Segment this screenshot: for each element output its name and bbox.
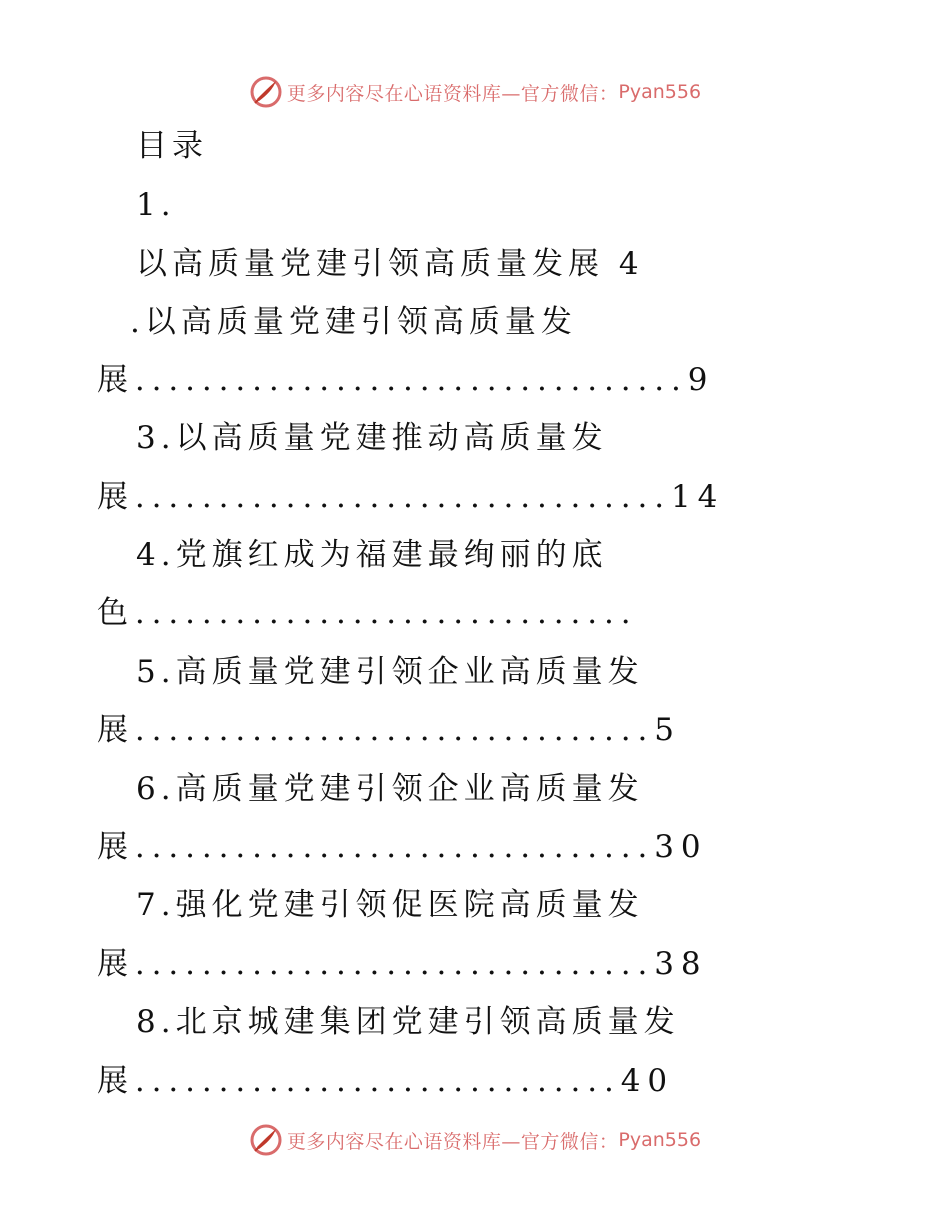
toc-line: 展...............................30	[97, 829, 708, 865]
toc-line: 4.党旗红成为福建最绚丽的底	[136, 537, 608, 573]
toc-line: 以高质量党建引领高质量发展 4	[136, 246, 644, 282]
toc-line: 展.................................9	[97, 362, 715, 398]
quill-logo-icon	[249, 75, 283, 109]
quill-logo-icon	[249, 1123, 283, 1157]
watermark-brand: Pyan556	[618, 81, 702, 103]
toc-line: 3.以高质量党建推动高质量发	[136, 420, 608, 456]
toc-line: 色..............................	[97, 595, 638, 631]
toc-line: 7.强化党建引领促医院高质量发	[136, 887, 644, 923]
watermark-text: 更多内容尽在心语资料库—官方微信：	[286, 82, 619, 105]
toc-line: .以高质量党建引领高质量发	[130, 304, 577, 340]
watermark-brand: Pyan556	[618, 1129, 702, 1151]
watermark-text: 更多内容尽在心语资料库—官方微信：	[286, 1130, 619, 1153]
toc-line: 1.	[136, 187, 176, 223]
toc-line: 展................................14	[97, 479, 725, 515]
header-watermark	[0, 70, 950, 114]
toc-line: 展...............................5	[97, 712, 681, 748]
footer-watermark	[0, 1118, 950, 1162]
toc-line: 5.高质量党建引领企业高质量发	[136, 654, 644, 690]
toc-line: 展...............................38	[97, 946, 708, 982]
toc-heading: 目录	[136, 128, 208, 164]
toc-line: 8.北京城建集团党建引领高质量发	[136, 1004, 680, 1040]
toc-line: 6.高质量党建引领企业高质量发	[136, 771, 644, 807]
toc-line: 展.............................40	[97, 1063, 675, 1099]
